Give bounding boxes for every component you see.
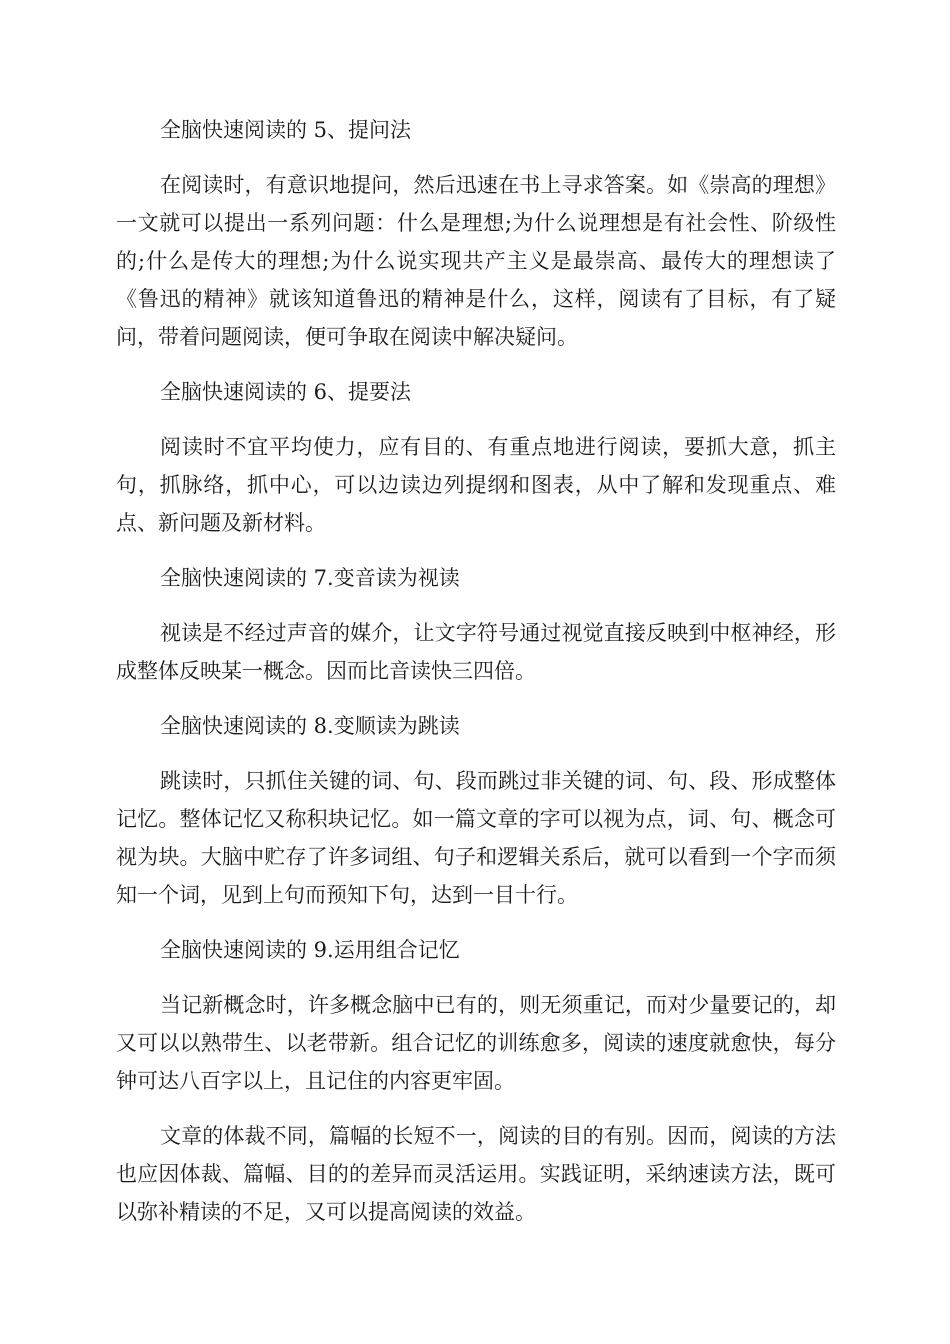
paragraph-conclusion: 文章的体裁不同，篇幅的长短不一，阅读的目的有别。因而，阅读的方法也应因体裁、篇幅、目的的差异而灵活运用。实践证明，采纳速读方法，既可以弥补精读的不足，又可以提高阅读的效益。 xyxy=(116,1124,836,1224)
document-body xyxy=(116,111,836,1248)
section-heading-9: 全脑快速阅读的 9.运用组合记忆 xyxy=(160,938,460,962)
paragraph-skip-reading: 跳读时，只抓住关键的词、句、段而跳过非关键的词、句、段、形成整体记忆。整体记忆又称积块记忆。如一篇文章的字可以视为点，词、句、概念可视为块。大脑中贮存了许多词组、句子和逻辑关系后，就可以看到一个字而须知一个词，见到上句而预知下句，达到一目十行。 xyxy=(116,769,836,907)
section-heading-5: 全脑快速阅读的 5、提问法 xyxy=(160,118,412,142)
paragraph-visual-reading: 视读是不经过声音的媒介，让文字符号通过视觉直接反映到中枢神经，形成整体反映某一概念。因而比音读快三四倍。 xyxy=(116,621,836,683)
paragraph-combined-memory: 当记新概念时，许多概念脑中已有的，则无须重记，而对少量要记的，却又可以以熟带生、以老带新。组合记忆的训练愈多，阅读的速度就愈快，每分钟可达八百字以上，且记住的内容更牢固。 xyxy=(116,993,836,1093)
section-heading-8: 全脑快速阅读的 8.变顺读为跳读 xyxy=(160,714,460,738)
section-heading-7: 全脑快速阅读的 7.变音读为视读 xyxy=(160,566,460,590)
paragraph-questioning-method: 在阅读时，有意识地提问，然后迅速在书上寻求答案。如《崇高的理想》一文就可以提出一系列问题：什么是理想;为什么说理想是有社会性、阶级性的;什么是传大的理想;为什么说实现共产主义是最崇高、最传大的理想读了《鲁迅的精神》就该知道鲁迅的精神是什么，这样，阅读有了目标，有了疑问，带着问题阅读，便可争取在阅读中解决疑问。 xyxy=(116,173,836,349)
paragraph-summary-method: 阅读时不宜平均使力，应有目的、有重点地进行阅读，要抓大意，抓主句，抓脉络，抓中心，可以边读边列提纲和图表，从中了解和发现重点、难点、新问题及新材料。 xyxy=(116,435,836,535)
section-heading-6: 全脑快速阅读的 6、提要法 xyxy=(160,380,412,404)
